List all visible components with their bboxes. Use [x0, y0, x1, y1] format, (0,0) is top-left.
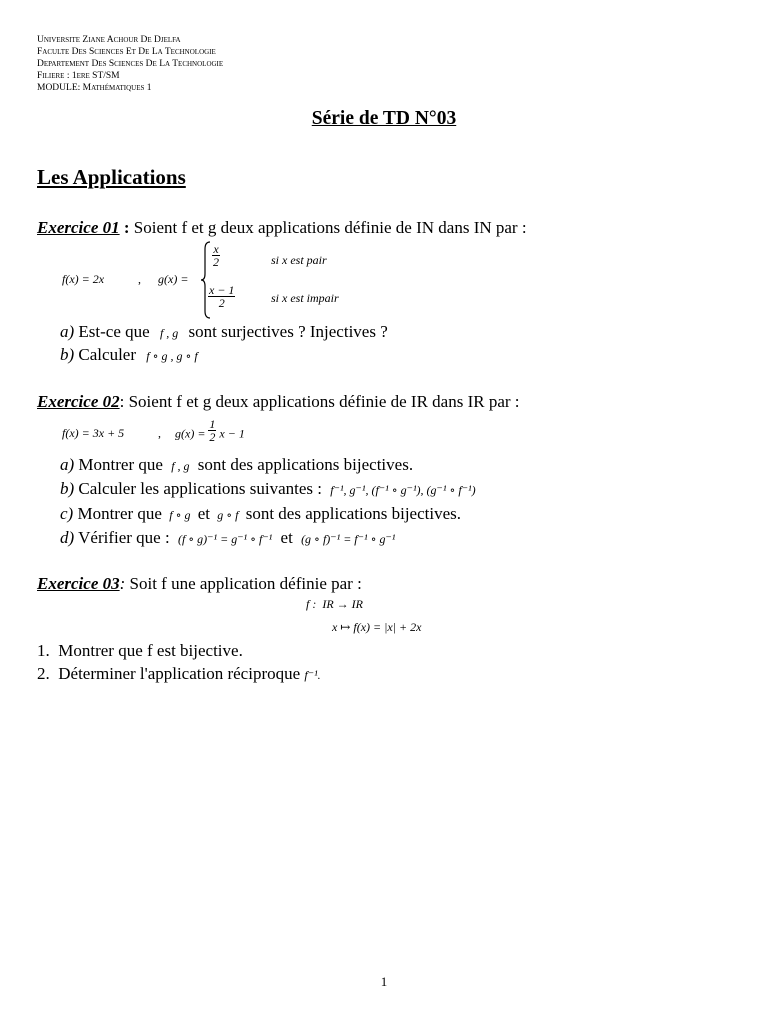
exercise-2-intro: Exercice 02: Soient f et g deux applications définie de IR dans IR par : — [37, 392, 520, 411]
ex2-question-a: a) Montrer que f , g sont des applications bijectives. — [60, 455, 414, 474]
ex1-question-b: b) Calculer f ∘ g , g ∘ f — [60, 345, 198, 364]
exercise-3-intro: Exercice 03: Soit f une application définie par : — [37, 574, 362, 593]
exercise-1-intro: Exercice 01 : Soient f et g deux applications définie de IN dans IN par : — [37, 218, 527, 237]
ex2-g-definition: g(x) = $\frac{1}{2}$ x − 1 — [175, 417, 245, 444]
ex1-case2-fraction: $\frac{x - 1}{2}$ — [209, 283, 235, 310]
ex1-case1-condition: si x est pair — [271, 253, 327, 267]
ex3-item-1: 1. Montrer que f est bijective. — [37, 641, 243, 660]
ex1-g-lhs: g(x) = — [158, 272, 189, 286]
ex1-question-a: a) Est-ce que f , g sont surjectives ? Injectives ? — [60, 322, 388, 341]
ex3-mapping-line1: f : IR → IR — [306, 597, 363, 611]
exercise-2-label: Exercice 02 — [37, 392, 120, 411]
header-faculty: Faculte Des Sciences Et De La Technologie — [37, 47, 216, 57]
exercise-3-label: Exercice 03 — [37, 574, 120, 593]
ex2-comma: , — [158, 426, 161, 440]
exercise-1-label: Exercice 01 — [37, 218, 120, 237]
header-module: MODULE: Mathématiques 1 — [37, 83, 152, 93]
header-university: Universite Ziane Achour De Djelfa — [37, 35, 181, 45]
page-title: Série de TD N°03 — [311, 108, 457, 129]
ex1-f-definition: f(x) = 2x — [62, 272, 105, 286]
ex3-item-2: 2. Déterminer l'application réciproque f⁻¹. — [37, 664, 321, 683]
ex1-case2-condition: si x est impair — [271, 291, 339, 305]
ex1-case1-fraction: $\frac{x}{2}$ — [213, 242, 219, 269]
ex2-question-c: c) Montrer que f ∘ g et g ∘ f sont des applications bijectives. — [60, 504, 461, 523]
ex1-comma: , — [138, 272, 141, 286]
section-title: Les Applications — [37, 165, 186, 189]
page-number: 1 — [380, 974, 388, 989]
header-department: Departement Des Sciences De La Technologie — [37, 59, 224, 69]
header-filiere: Filiere : 1ere ST/SM — [37, 71, 120, 81]
ex2-question-d: d) Vérifier que : (f ∘ g)⁻¹ = g⁻¹ ∘ f⁻¹ et (g ∘ f)⁻¹ = f⁻¹ ∘ g⁻¹ — [60, 528, 396, 547]
ex2-f-definition: f(x) = 3x + 5 — [62, 426, 125, 440]
ex3-mapping-line2: x ↦ f(x) = |x| + 2x — [332, 620, 422, 634]
ex2-question-b: b) Calculer les applications suivantes : f⁻¹, g⁻¹, (f⁻¹ ∘ g⁻¹), (g⁻¹ ∘ f⁻¹) — [60, 479, 476, 498]
